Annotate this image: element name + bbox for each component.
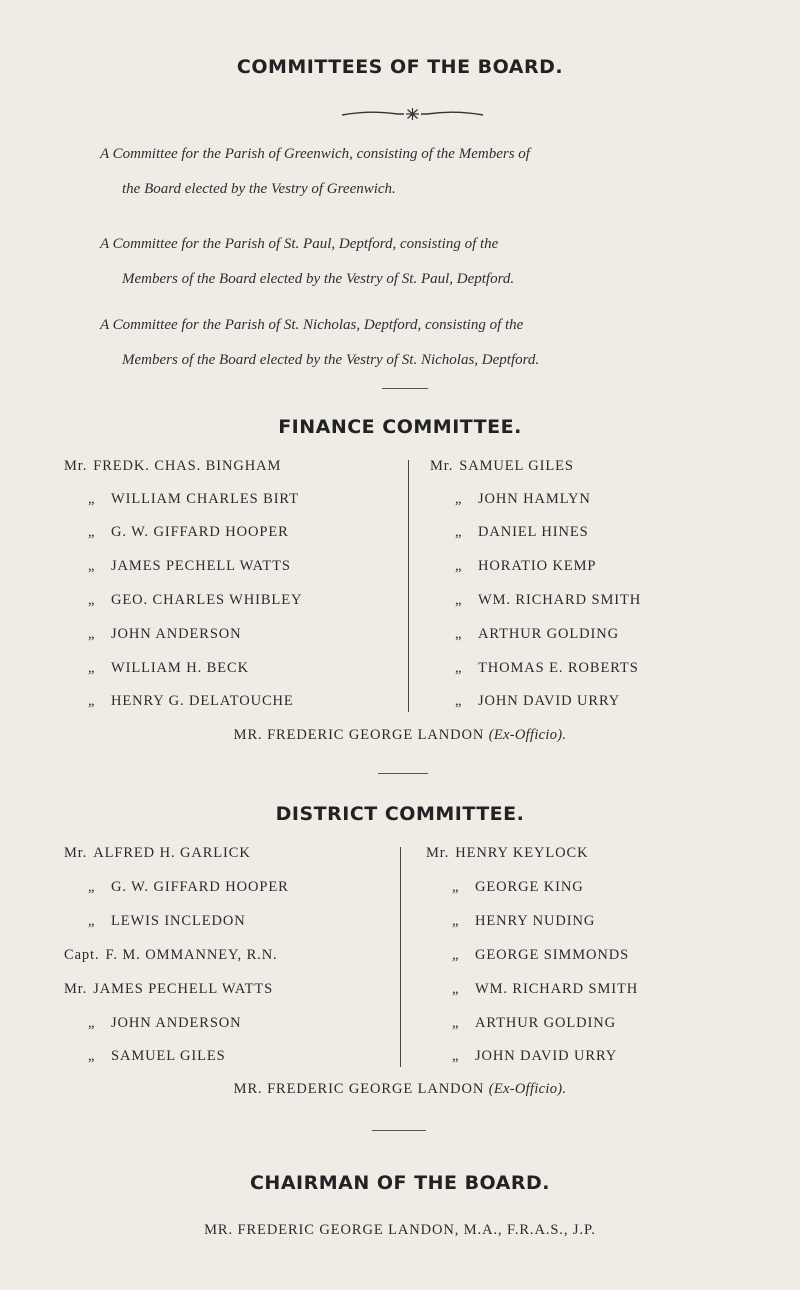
member-prefix: „ xyxy=(88,491,96,507)
member-entry xyxy=(88,491,299,508)
member-name: GEO. CHARLES WHIBLEY xyxy=(111,592,303,608)
section-divider xyxy=(382,388,428,389)
member-entry xyxy=(452,879,584,896)
district-committee-heading: DISTRICT COMMITTEE. xyxy=(275,803,525,825)
member-prefix: „ xyxy=(455,491,463,507)
member-name: JOHN ANDERSON xyxy=(111,626,242,642)
member-entry xyxy=(455,524,589,541)
member-entry xyxy=(88,592,302,609)
member-entry xyxy=(88,626,242,643)
section-divider xyxy=(378,773,428,774)
member-entry xyxy=(455,558,596,575)
member-entry xyxy=(64,845,251,862)
member-name: WILLIAM H. BECK xyxy=(111,660,249,676)
member-name: ARTHUR GOLDING xyxy=(475,1015,617,1031)
member-name: SAMUEL GILES xyxy=(459,458,574,474)
member-entry xyxy=(452,913,595,930)
member-name: HENRY KEYLOCK xyxy=(455,845,589,861)
intro-paragraph-st-nicholas xyxy=(100,308,712,378)
member-name: WILLIAM CHARLES BIRT xyxy=(111,491,299,507)
member-name: ARTHUR GOLDING xyxy=(478,626,620,642)
member-prefix: „ xyxy=(452,913,460,929)
member-prefix: Mr. xyxy=(64,981,88,997)
finance-committee-heading: FINANCE COMMITTEE. xyxy=(278,416,522,438)
member-prefix: „ xyxy=(88,1015,96,1031)
member-entry xyxy=(64,981,273,998)
member-name: JOHN HAMLYN xyxy=(478,491,591,507)
member-entry xyxy=(88,524,289,541)
member-prefix: „ xyxy=(88,524,96,540)
member-prefix: „ xyxy=(88,558,96,574)
member-name: JOHN DAVID URRY xyxy=(478,693,621,709)
column-divider xyxy=(400,847,401,1067)
member-name: FREDK. CHAS. BINGHAM xyxy=(93,458,282,474)
member-name: WM. RICHARD SMITH xyxy=(475,981,639,997)
member-prefix: Mr. xyxy=(64,458,88,474)
intro-line: A Committee for the Parish of Greenwich, consisting of the Members of xyxy=(100,146,530,162)
member-name: JAMES PECHELL WATTS xyxy=(111,558,291,574)
member-entry xyxy=(455,660,639,677)
member-entry xyxy=(64,458,281,475)
member-prefix: „ xyxy=(452,947,460,963)
intro-line: the Board elected by the Vestry of Greenwich. xyxy=(122,181,396,197)
member-prefix: „ xyxy=(88,660,96,676)
member-entry xyxy=(88,558,291,575)
member-name: DANIEL HINES xyxy=(478,524,589,540)
section-divider xyxy=(372,1130,426,1131)
member-prefix: „ xyxy=(452,981,460,997)
member-entry xyxy=(88,913,246,930)
intro-line: Members of the Board elected by the Vestry of St. Paul, Deptford. xyxy=(122,271,515,287)
column-divider xyxy=(408,460,409,712)
member-entry xyxy=(88,879,289,896)
member-name: WM. RICHARD SMITH xyxy=(478,592,642,608)
member-entry xyxy=(430,458,574,475)
member-prefix: „ xyxy=(455,626,463,642)
member-prefix: Mr. xyxy=(426,845,450,861)
member-prefix: „ xyxy=(455,524,463,540)
member-prefix: „ xyxy=(452,879,460,895)
member-name: THOMAS E. ROBERTS xyxy=(478,660,639,676)
member-entry xyxy=(455,693,620,710)
member-entry xyxy=(426,845,588,862)
ex-officio-name: MR. FREDERIC GEORGE LANDON xyxy=(233,1081,485,1097)
intro-line: A Committee for the Parish of St. Paul, Deptford, consisting of the xyxy=(100,236,499,252)
ex-officio-name: MR. FREDERIC GEORGE LANDON xyxy=(233,727,485,743)
member-prefix: „ xyxy=(452,1015,460,1031)
finance-ex-officio xyxy=(0,727,800,744)
member-prefix: „ xyxy=(88,693,96,709)
member-prefix: Mr. xyxy=(64,845,88,861)
member-prefix: „ xyxy=(452,1048,460,1064)
member-prefix: Mr. xyxy=(430,458,454,474)
member-name: HORATIO KEMP xyxy=(478,558,597,574)
member-name: GEORGE KING xyxy=(475,879,584,895)
member-name: JOHN ANDERSON xyxy=(111,1015,242,1031)
member-name: HENRY NUDING xyxy=(475,913,596,929)
member-prefix: „ xyxy=(88,913,96,929)
intro-paragraph-st-paul xyxy=(100,227,712,297)
member-entry xyxy=(455,592,641,609)
member-prefix: „ xyxy=(455,558,463,574)
member-entry xyxy=(64,947,278,964)
member-entry xyxy=(455,626,619,643)
member-name: HENRY G. DELATOUCHE xyxy=(111,693,294,709)
member-entry xyxy=(455,491,591,508)
chairman-name: MR. FREDERIC GEORGE LANDON, M.A., F.R.A.S., J.P. xyxy=(204,1222,596,1238)
intro-line: A Committee for the Parish of St. Nicholas, Deptford, consisting of the xyxy=(100,317,524,333)
member-entry xyxy=(88,1048,226,1065)
member-name: ALFRED H. GARLICK xyxy=(93,845,251,861)
member-entry xyxy=(452,1048,617,1065)
page-title: COMMITTEES OF THE BOARD. xyxy=(236,56,564,78)
member-name: JAMES PECHELL WATTS xyxy=(93,981,274,997)
ex-officio-note: (Ex-Officio). xyxy=(488,1081,567,1097)
member-prefix: „ xyxy=(455,660,463,676)
ex-officio-note: (Ex-Officio). xyxy=(488,727,567,743)
member-name: LEWIS INCLEDON xyxy=(111,913,246,929)
member-entry xyxy=(452,947,629,964)
member-entry xyxy=(88,1015,242,1032)
ornament-divider xyxy=(340,106,485,122)
member-entry xyxy=(452,981,638,998)
member-prefix: „ xyxy=(455,693,463,709)
member-prefix: „ xyxy=(88,626,96,642)
member-prefix: „ xyxy=(88,1048,96,1064)
intro-line: Members of the Board elected by the Vestry of St. Nicholas, Deptford. xyxy=(122,352,540,368)
member-name: GEORGE SIMMONDS xyxy=(475,947,630,963)
chairman-heading: CHAIRMAN OF THE BOARD. xyxy=(249,1172,551,1194)
member-entry xyxy=(88,693,294,710)
member-prefix: Capt. xyxy=(64,947,100,963)
member-name: G. W. GIFFARD HOOPER xyxy=(111,879,289,895)
member-prefix: „ xyxy=(88,592,96,608)
district-ex-officio xyxy=(0,1081,800,1098)
member-prefix: „ xyxy=(455,592,463,608)
member-prefix: „ xyxy=(88,879,96,895)
member-name: SAMUEL GILES xyxy=(111,1048,226,1064)
intro-paragraph-greenwich xyxy=(100,137,712,207)
member-name: F. M. OMMANNEY, R.N. xyxy=(105,947,278,963)
member-name: JOHN DAVID URRY xyxy=(475,1048,618,1064)
member-entry xyxy=(452,1015,616,1032)
member-entry xyxy=(88,660,249,677)
member-name: G. W. GIFFARD HOOPER xyxy=(111,524,289,540)
